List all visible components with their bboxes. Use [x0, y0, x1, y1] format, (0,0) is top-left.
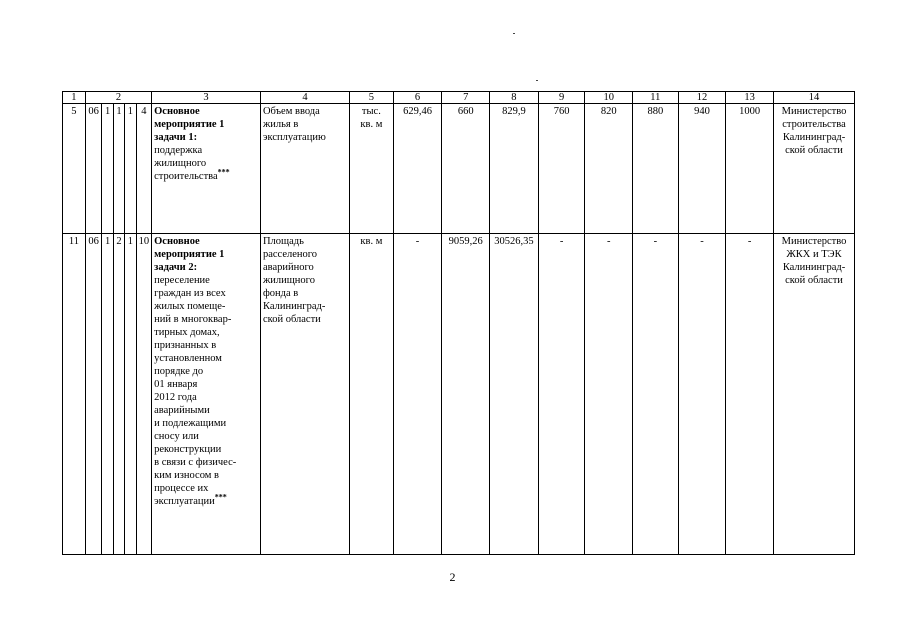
code-cell: 4 [136, 104, 152, 234]
header-cell: 5 [350, 92, 394, 104]
header-cell: 3 [152, 92, 261, 104]
header-cell: 12 [678, 92, 726, 104]
header-cell: 11 [633, 92, 679, 104]
indicator-cell: Площадь расселеного аварийного жилищного фонда в Калининград- ской области [260, 234, 349, 555]
column-number-row [63, 92, 855, 104]
value-cell: 829,9 [490, 104, 539, 234]
code-cell: 1 [102, 234, 113, 555]
indicator-cell: Объем ввода жилья в эксплуатацию [260, 104, 349, 234]
value-cell: 9059,26 [442, 234, 490, 555]
value-cell: 1000 [726, 104, 774, 234]
code-cell: 06 [85, 234, 102, 555]
table-row [63, 104, 855, 234]
header-cell: 6 [393, 92, 442, 104]
value-cell: - [585, 234, 633, 555]
value-cell: - [726, 234, 774, 555]
header-cell: 7 [442, 92, 490, 104]
value-cell: 30526,35 [490, 234, 539, 555]
page-number: 2 [449, 570, 456, 584]
header-cell: 14 [774, 92, 855, 104]
code-cell: 1 [125, 234, 136, 555]
header-cell: 10 [585, 92, 633, 104]
code-cell: 1 [113, 104, 124, 234]
header-cell: 4 [260, 92, 349, 104]
event-text: поддержка жилищного строительства [154, 145, 218, 182]
value-cell: 629,46 [393, 104, 442, 234]
footnote-mark: *** [214, 492, 227, 502]
value-cell: 760 [538, 104, 585, 234]
header-cell: 13 [726, 92, 774, 104]
value-cell: - [538, 234, 585, 555]
unit-cell: кв. м [350, 234, 394, 555]
value-cell: - [633, 234, 679, 555]
executor-cell: Министерство ЖКХ и ТЭК Калининград- ской области [774, 234, 855, 555]
executor-cell: Министерство строительства Калининград- ской области [774, 104, 855, 234]
unit-cell: тыс. кв. м [350, 104, 394, 234]
event-title: Основное мероприятие 1 задачи 2: [154, 236, 225, 273]
code-cell: 5 [63, 104, 86, 234]
event-text: переселение граждан из всех жилых помеще- ний в многоквар- тирных домах, признанных в установленном порядке до 01 января 2012 года аварийными и подлежащими сносу или реконструкции в связи с физичес- ким износом в процессе их эксплуатации [154, 275, 237, 507]
value-cell: 880 [633, 104, 679, 234]
value-cell: 660 [442, 104, 490, 234]
table-row [63, 234, 855, 555]
code-cell: 11 [63, 234, 86, 555]
value-cell: 940 [678, 104, 726, 234]
code-cell: 1 [125, 104, 136, 234]
event-cell [152, 234, 261, 555]
header-cell: 8 [490, 92, 539, 104]
event-title: Основное мероприятие 1 задачи 1: [154, 106, 225, 143]
value-cell: - [393, 234, 442, 555]
value-cell: 820 [585, 104, 633, 234]
program-table [62, 91, 855, 555]
code-cell: 06 [85, 104, 102, 234]
event-cell [152, 104, 261, 234]
header-cell: 9 [538, 92, 585, 104]
header-cell: 2 [85, 92, 151, 104]
header-cell: 1 [63, 92, 86, 104]
code-cell: 10 [136, 234, 152, 555]
code-cell: 2 [113, 234, 124, 555]
value-cell: - [678, 234, 726, 555]
code-cell: 1 [102, 104, 113, 234]
footnote-mark: *** [217, 167, 230, 177]
